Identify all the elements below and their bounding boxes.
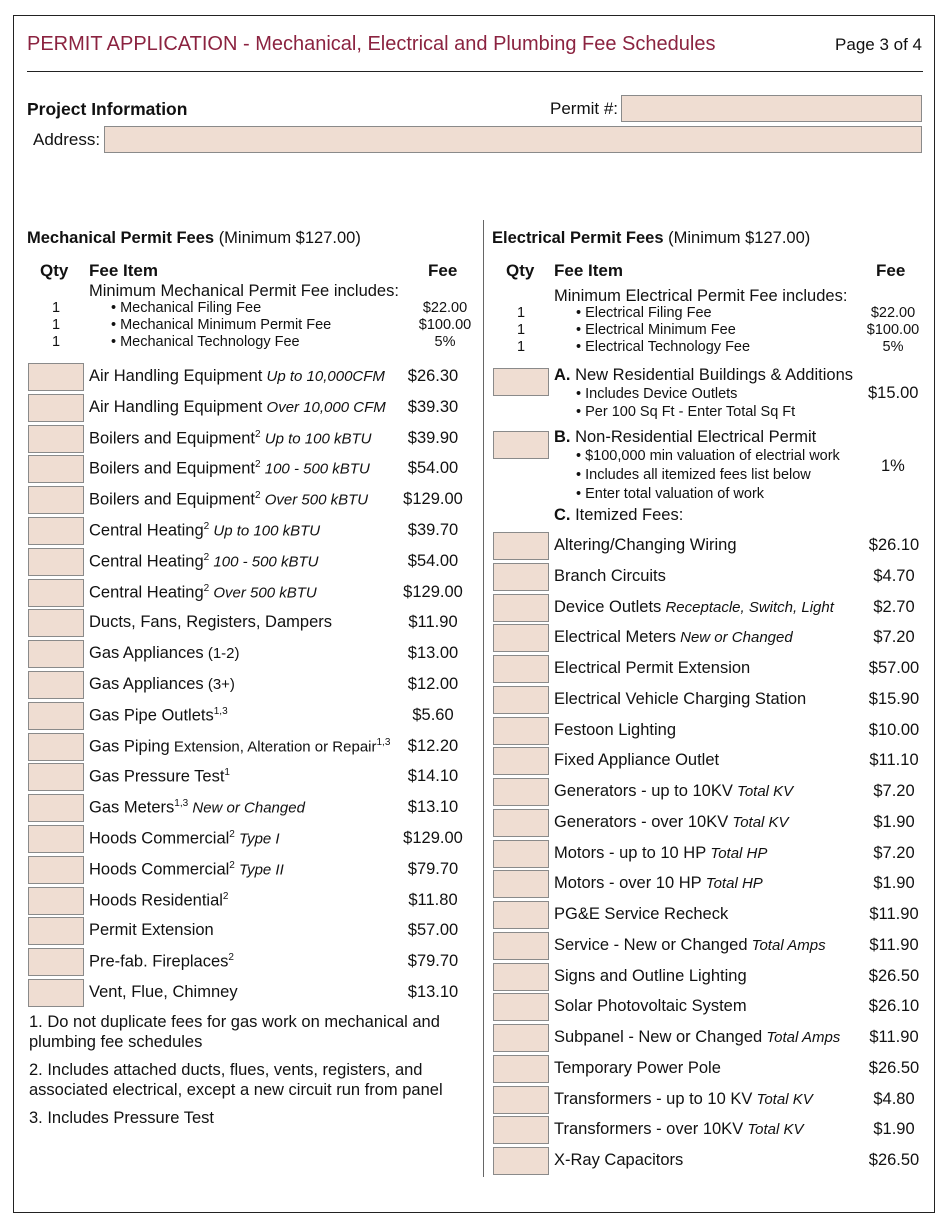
- fee-item-name: Service - New or Changed Total Amps: [554, 935, 826, 954]
- fee-item-name: Solar Photovoltaic System: [554, 997, 747, 1016]
- fee-row: [28, 455, 468, 483]
- fee-item-name: Gas Meters$^{1,3}$ New or Changed: [89, 798, 305, 817]
- includes-qty: 1: [517, 322, 526, 338]
- fee-amount: $13.10: [407, 798, 459, 817]
- elec-col-fee-item: Fee Item: [554, 261, 623, 280]
- fee-item-name: Gas Appliances (3+): [89, 675, 235, 693]
- footnote: 3. Includes Pressure Test: [29, 1109, 214, 1127]
- fee-amount: $54.00: [407, 551, 459, 570]
- fee-item-name: Gas Appliances (1-2): [89, 644, 240, 663]
- includes-fee: $22.00: [870, 305, 916, 321]
- fee-row: [28, 733, 468, 761]
- fee-amount: $26.50: [868, 1151, 920, 1169]
- qty-input[interactable]: [493, 932, 549, 960]
- qty-input[interactable]: [493, 1086, 549, 1114]
- address-label: Address:: [33, 130, 101, 149]
- fee-item-name: Pre-fab. Fireplaces$^2$: [89, 952, 234, 971]
- fee-row: [28, 548, 468, 576]
- fee-amount: $7.20: [873, 782, 915, 800]
- qty-input[interactable]: [28, 363, 84, 391]
- qty-input[interactable]: [493, 993, 549, 1021]
- fee-amount: $11.90: [869, 935, 919, 954]
- includes-qty: 1: [52, 300, 61, 316]
- elec-a-qty-input[interactable]: [493, 368, 549, 396]
- footnote: 1. Do not duplicate fees for gas work on mechanical and plumbing fee schedules: [29, 1013, 440, 1051]
- qty-input[interactable]: [28, 517, 84, 545]
- includes-qty: 1: [517, 305, 526, 321]
- qty-input[interactable]: [493, 1147, 549, 1175]
- includes-item: • Electrical Minimum Fee: [576, 322, 736, 338]
- fee-item-name: Hoods Commercial$^2$ Type I: [89, 829, 280, 848]
- qty-input[interactable]: [493, 563, 549, 591]
- fee-amount: $26.50: [868, 1058, 920, 1077]
- fee-item-name: Motors - up to 10 HP Total HP: [554, 843, 768, 862]
- fee-item-name: Electrical Vehicle Charging Station: [554, 689, 807, 708]
- mech-col-fee: Fee: [428, 261, 458, 280]
- fee-amount: $4.80: [873, 1089, 915, 1108]
- fee-row: [493, 870, 933, 898]
- includes-qty: 1: [52, 317, 61, 333]
- qty-input[interactable]: [493, 1116, 549, 1144]
- fee-amount: $39.70: [407, 521, 459, 539]
- fee-amount: $26.30: [407, 367, 459, 385]
- fee-row: [28, 887, 468, 915]
- fee-amount: $54.00: [407, 459, 459, 478]
- fee-item-name: Boilers and Equipment$^2$ Over 500 kBTU: [89, 490, 369, 509]
- fee-amount: $2.70: [873, 597, 915, 616]
- qty-input[interactable]: [28, 887, 84, 915]
- qty-input[interactable]: [493, 840, 549, 868]
- fee-item-name: Central Heating$^2$ 100 - 500 kBTU: [89, 551, 319, 571]
- fee-item-name: Vent, Flue, Chimney: [89, 983, 238, 1001]
- qty-input[interactable]: [28, 486, 84, 514]
- fee-amount: $10.00: [868, 720, 920, 739]
- fee-amount: $39.90: [407, 428, 459, 447]
- qty-input[interactable]: [493, 717, 549, 745]
- fee-amount: $11.10: [869, 751, 919, 770]
- fee-row: [493, 563, 933, 591]
- qty-input[interactable]: [28, 609, 84, 637]
- includes-fee: 5%: [434, 334, 456, 350]
- fee-item-name: Ducts, Fans, Registers, Dampers: [89, 613, 332, 632]
- fee-amount: $1.90: [873, 1120, 915, 1139]
- fee-item-name: Gas Pressure Test$^1$: [89, 767, 230, 786]
- fee-amount: $1.90: [873, 812, 915, 831]
- elec-a-bullet: • Per 100 Sq Ft - Enter Total Sq Ft: [576, 404, 796, 420]
- mechanical-section-title: Mechanical Permit Fees (Minimum $127.00): [27, 229, 361, 247]
- fee-row: [28, 640, 468, 668]
- elec-b-qty-input[interactable]: [493, 431, 549, 459]
- fee-row: [493, 1024, 933, 1052]
- qty-input[interactable]: [28, 579, 84, 607]
- fee-amount: $26.10: [868, 997, 920, 1016]
- fee-item-name: Subpanel - New or Changed Total Amps: [554, 1028, 841, 1046]
- qty-input[interactable]: [493, 624, 549, 652]
- fee-amount: $11.90: [869, 1028, 919, 1046]
- qty-input[interactable]: [493, 532, 549, 560]
- qty-input[interactable]: [493, 594, 549, 622]
- qty-input[interactable]: [493, 809, 549, 837]
- elec-b-bullet: • Includes all itemized fees list below: [576, 467, 811, 483]
- qty-input[interactable]: [493, 1055, 549, 1083]
- elec-b-bullet: • Enter total valuation of work: [576, 486, 765, 502]
- elec-a-bullet: • Includes Device Outlets: [576, 386, 738, 402]
- fee-item-name: Signs and Outline Lighting: [554, 966, 747, 985]
- column-divider: [483, 220, 484, 1177]
- fee-item-name: Hoods Commercial$^2$ Type II: [89, 859, 284, 879]
- includes-item: • Mechanical Filing Fee: [111, 300, 262, 316]
- fee-amount: $79.70: [407, 859, 459, 878]
- fee-amount: $1.90: [873, 874, 915, 893]
- fee-amount: $129.00: [403, 829, 463, 847]
- project-info-heading: Project Information: [27, 99, 188, 119]
- qty-input[interactable]: [28, 979, 84, 1007]
- fee-item-name: Electrical Meters New or Changed: [554, 628, 793, 647]
- fee-item-name: Boilers and Equipment$^2$ 100 - 500 kBTU: [89, 459, 370, 478]
- fee-row: [493, 932, 933, 960]
- fee-row: [493, 1086, 933, 1114]
- fee-row: [493, 624, 933, 652]
- qty-input[interactable]: [493, 778, 549, 806]
- qty-input[interactable]: [493, 870, 549, 898]
- qty-input[interactable]: [493, 747, 549, 775]
- mech-includes-title: Minimum Mechanical Permit Fee includes:: [89, 282, 399, 300]
- includes-qty: 1: [52, 334, 61, 350]
- elec-b-title: B. Non-Residential Electrical Permit: [554, 428, 817, 446]
- elec-includes-title: Minimum Electrical Permit Fee includes:: [554, 287, 848, 305]
- fee-item-name: Air Handling Equipment Over 10,000 CFM: [89, 397, 386, 416]
- fee-row: [28, 794, 468, 822]
- fee-item-name: Central Heating$^2$ Up to 100 kBTU: [89, 521, 321, 540]
- fee-item-name: PG&E Service Recheck: [554, 905, 729, 923]
- fee-item-name: Hoods Residential$^2$: [89, 890, 229, 910]
- fee-item-name: Permit Extension: [89, 921, 214, 940]
- fee-item-name: Transformers - up to 10 KV Total KV: [554, 1089, 813, 1108]
- elec-col-fee: Fee: [876, 261, 906, 280]
- fee-row: [28, 948, 468, 976]
- fee-row: [28, 763, 468, 791]
- electrical-section-title: Electrical Permit Fees (Minimum $127.00): [492, 229, 811, 247]
- fee-row: [493, 1055, 933, 1083]
- fee-item-name: Fixed Appliance Outlet: [554, 751, 720, 770]
- fee-row: [493, 1116, 933, 1144]
- qty-input[interactable]: [493, 686, 549, 714]
- fee-item-name: Motors - over 10 HP Total HP: [554, 874, 763, 893]
- fee-amount: $57.00: [407, 921, 459, 940]
- fee-row: [28, 486, 468, 514]
- qty-input[interactable]: [28, 856, 84, 884]
- includes-item: • Electrical Filing Fee: [576, 305, 712, 321]
- elec-a-title: A. New Residential Buildings & Additions: [554, 366, 853, 384]
- fee-item-name: Transformers - over 10KV Total KV: [554, 1120, 804, 1139]
- fee-amount: $12.20: [407, 736, 459, 755]
- fee-amount: $11.90: [869, 905, 919, 923]
- fee-row: [28, 579, 468, 607]
- elec-b-fee: 1%: [881, 457, 905, 475]
- fee-amount: $13.10: [407, 983, 459, 1001]
- qty-input[interactable]: [493, 655, 549, 683]
- fee-row: [493, 840, 933, 868]
- fee-amount: $57.00: [868, 659, 920, 677]
- fee-row: [28, 517, 468, 545]
- fee-item-name: Festoon Lighting: [554, 720, 677, 739]
- elec-a-fee: $15.00: [868, 384, 919, 402]
- fee-row: [493, 963, 933, 991]
- fee-amount: $79.70: [407, 952, 459, 971]
- permit-number-input[interactable]: [621, 95, 922, 122]
- fee-amount: $7.20: [873, 843, 915, 862]
- fee-amount: $5.60: [412, 705, 454, 724]
- qty-input[interactable]: [28, 733, 84, 761]
- page-number: Page 3 of 4: [835, 35, 922, 54]
- fee-row: [493, 747, 933, 775]
- fee-item-name: Generators - up to 10KV Total KV: [554, 782, 794, 800]
- qty-input[interactable]: [28, 455, 84, 483]
- fee-row: [28, 394, 468, 422]
- fee-row: [493, 655, 933, 683]
- fee-row: [493, 594, 933, 622]
- fee-row: [493, 686, 933, 714]
- qty-input[interactable]: [28, 702, 84, 730]
- qty-input[interactable]: [28, 794, 84, 822]
- page-title: PERMIT APPLICATION - Mechanical, Electrical and Plumbing Fee Schedules: [27, 33, 716, 55]
- fee-item-name: Branch Circuits: [554, 566, 666, 585]
- qty-input[interactable]: [28, 394, 84, 422]
- elec-col-qty: Qty: [506, 261, 535, 280]
- fee-row: [28, 856, 468, 884]
- qty-input[interactable]: [28, 548, 84, 576]
- fee-item-name: Boilers and Equipment$^2$ Up to 100 kBTU: [89, 428, 372, 448]
- fee-item-name: Temporary Power Pole: [554, 1058, 721, 1077]
- includes-fee: 5%: [882, 339, 904, 355]
- qty-input[interactable]: [493, 901, 549, 929]
- fee-row: [28, 702, 468, 730]
- footnote: 2. Includes attached ducts, flues, vents, registers, and associated electrical, except a new circuit run from panel: [29, 1061, 443, 1099]
- fee-row: [493, 717, 933, 745]
- fee-amount: $129.00: [403, 582, 463, 601]
- elec-b-bullet: • $100,000 min valuation of electrial work: [576, 448, 840, 464]
- fee-amount: $11.80: [408, 890, 458, 909]
- qty-input[interactable]: [28, 948, 84, 976]
- fee-item-name: Air Handling Equipment Up to 10,000CFM: [89, 367, 385, 385]
- includes-qty: 1: [517, 339, 526, 355]
- mech-col-fee-item: Fee Item: [89, 261, 158, 280]
- fee-item-name: Gas Pipe Outlets$^{1,3}$: [89, 705, 228, 725]
- fee-item-name: Central Heating$^2$ Over 500 kBTU: [89, 582, 317, 602]
- mech-col-qty: Qty: [40, 261, 69, 280]
- fee-amount: $26.50: [868, 966, 920, 985]
- includes-fee: $100.00: [418, 317, 472, 333]
- fee-row: [493, 901, 933, 929]
- includes-fee: $100.00: [866, 322, 920, 338]
- fee-row: [28, 917, 468, 945]
- qty-input[interactable]: [493, 963, 549, 991]
- elec-c-title: C. Itemized Fees:: [554, 506, 684, 524]
- fee-amount: $26.10: [868, 536, 920, 554]
- qty-input[interactable]: [28, 671, 84, 699]
- fee-row: [493, 1147, 933, 1175]
- fee-row: [28, 825, 468, 853]
- title-divider: [27, 71, 923, 72]
- includes-fee: $22.00: [422, 300, 468, 316]
- fee-amount: $12.00: [407, 675, 459, 693]
- qty-input[interactable]: [493, 1024, 549, 1052]
- qty-input[interactable]: [28, 640, 84, 668]
- fee-amount: $129.00: [403, 490, 463, 509]
- fee-row: [28, 609, 468, 637]
- qty-input[interactable]: [28, 917, 84, 945]
- fee-item-name: Altering/Changing Wiring: [554, 536, 737, 554]
- includes-item: • Electrical Technology Fee: [576, 339, 751, 355]
- fee-item-name: Gas Piping Extension, Alteration or Repair$^{1,3}$: [89, 736, 391, 756]
- fee-item-name: Device Outlets Receptacle, Switch, Light: [554, 597, 834, 616]
- fee-row: [493, 778, 933, 806]
- includes-item: • Mechanical Technology Fee: [111, 334, 300, 350]
- fee-amount: $4.70: [873, 566, 915, 585]
- qty-input[interactable]: [28, 825, 84, 853]
- fee-row: [28, 363, 468, 391]
- fee-row: [28, 979, 468, 1007]
- fee-amount: $14.10: [407, 767, 459, 786]
- permit-number-label: Permit #:: [550, 99, 619, 118]
- fee-amount: $15.90: [868, 689, 920, 708]
- includes-item: • Mechanical Minimum Permit Fee: [111, 317, 332, 333]
- address-input[interactable]: [104, 126, 922, 153]
- qty-input[interactable]: [28, 425, 84, 453]
- fee-row: [493, 809, 933, 837]
- fee-row: [493, 532, 933, 560]
- qty-input[interactable]: [28, 763, 84, 791]
- fee-item-name: Generators - over 10KV Total KV: [554, 812, 789, 831]
- fee-amount: $11.90: [408, 613, 458, 632]
- fee-row: [493, 993, 933, 1021]
- fee-item-name: Electrical Permit Extension: [554, 659, 751, 677]
- fee-row: [28, 425, 468, 453]
- fee-amount: $13.00: [407, 644, 459, 663]
- fee-amount: $7.20: [873, 628, 915, 647]
- fee-amount: $39.30: [407, 397, 459, 416]
- fee-item-name: X-Ray Capacitors: [554, 1151, 684, 1169]
- fee-row: [28, 671, 468, 699]
